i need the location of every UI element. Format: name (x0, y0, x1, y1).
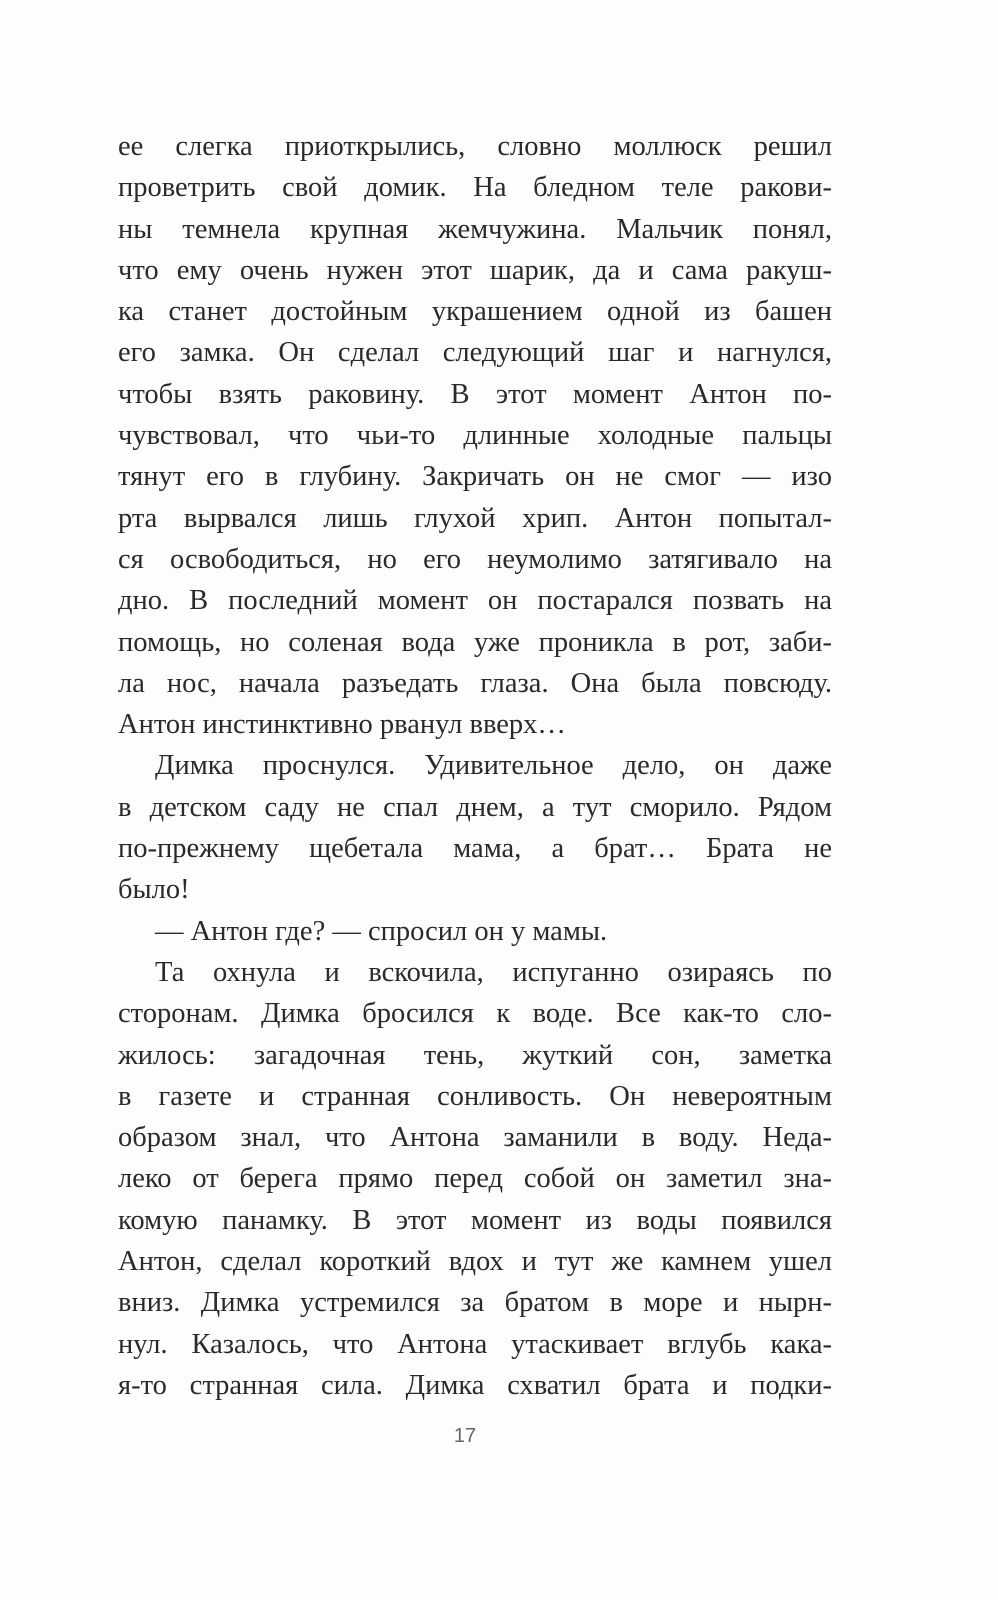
text-line: комую панамку. В этот момент из воды появился (118, 1204, 832, 1236)
text-line: тянут его в глубину. Закричать он не смог — изо (118, 461, 832, 493)
text-line: помощь, но соленая вода уже проникла в рот, заби- (118, 626, 832, 658)
text-line: проветрить свой домик. На бледном теле ракови- (118, 172, 832, 204)
text-line: образом знал, что Антона заманили в воду. Неда- (118, 1122, 832, 1154)
text-line: ла нос, начала разъедать глаза. Она была повсюду. (118, 667, 832, 699)
page-number: 17 (453, 1425, 477, 1447)
text-line: сторонам. Димка бросился к воде. Все как-то сло- (118, 998, 832, 1030)
text-line: ее слегка приоткрылись, словно моллюск решил (118, 131, 832, 162)
text-line: дно. В последний момент он постарался позвать на (118, 585, 832, 617)
text-line: я-то странная сила. Димка схватил брата и подки- (118, 1369, 832, 1401)
text-line: — Антон где? — спросил он у мамы. (155, 915, 608, 947)
text-line: Антон, сделал короткий вдох и тут же камнем ушел (118, 1246, 832, 1278)
text-line: Антон инстинктивно рванул вверх… (118, 709, 566, 741)
text-line: леко от берега прямо перед собой он заметил зна- (118, 1163, 832, 1195)
page-text (118, 126, 832, 1406)
text-line: вниз. Димка устремился за братом в море и нырн- (118, 1287, 832, 1319)
text-line: жилось: загадочная тень, жуткий сон, заметка (118, 1039, 832, 1071)
text-line: чтобы взять раковину. В этот момент Антон по- (118, 378, 832, 410)
text-line: в детском саду не спал днем, а тут сморило. Рядом (118, 791, 832, 823)
text-line: в газете и странная сонливость. Он невероятным (118, 1080, 832, 1112)
text-line: было! (118, 874, 190, 906)
text-line: нул. Казалось, что Антона утаскивает вглубь кака- (118, 1328, 832, 1360)
text-line: ся освободиться, но его неумолимо затягивало на (118, 543, 832, 575)
text-line: что ему очень нужен этот шарик, да и сама ракуш- (118, 254, 832, 286)
text-line: Та охнула и вскочила, испуганно озираясь по (155, 956, 832, 988)
text-line: рта вырвался лишь глухой хрип. Антон попытал- (118, 502, 832, 534)
text-line: чувствовал, что чьи-то длинные холодные пальцы (118, 420, 832, 452)
text-line: Димка проснулся. Удивительное дело, он даже (155, 750, 832, 782)
text-line: ны темнела крупная жемчужина. Мальчик понял, (118, 213, 832, 245)
text-line: ка станет достойным украшением одной из башен (118, 296, 832, 328)
text-line: его замка. Он сделал следующий шаг и нагнулся, (118, 337, 832, 369)
text-line: по-прежнему щебетала мама, а брат… Брата не (118, 833, 832, 865)
